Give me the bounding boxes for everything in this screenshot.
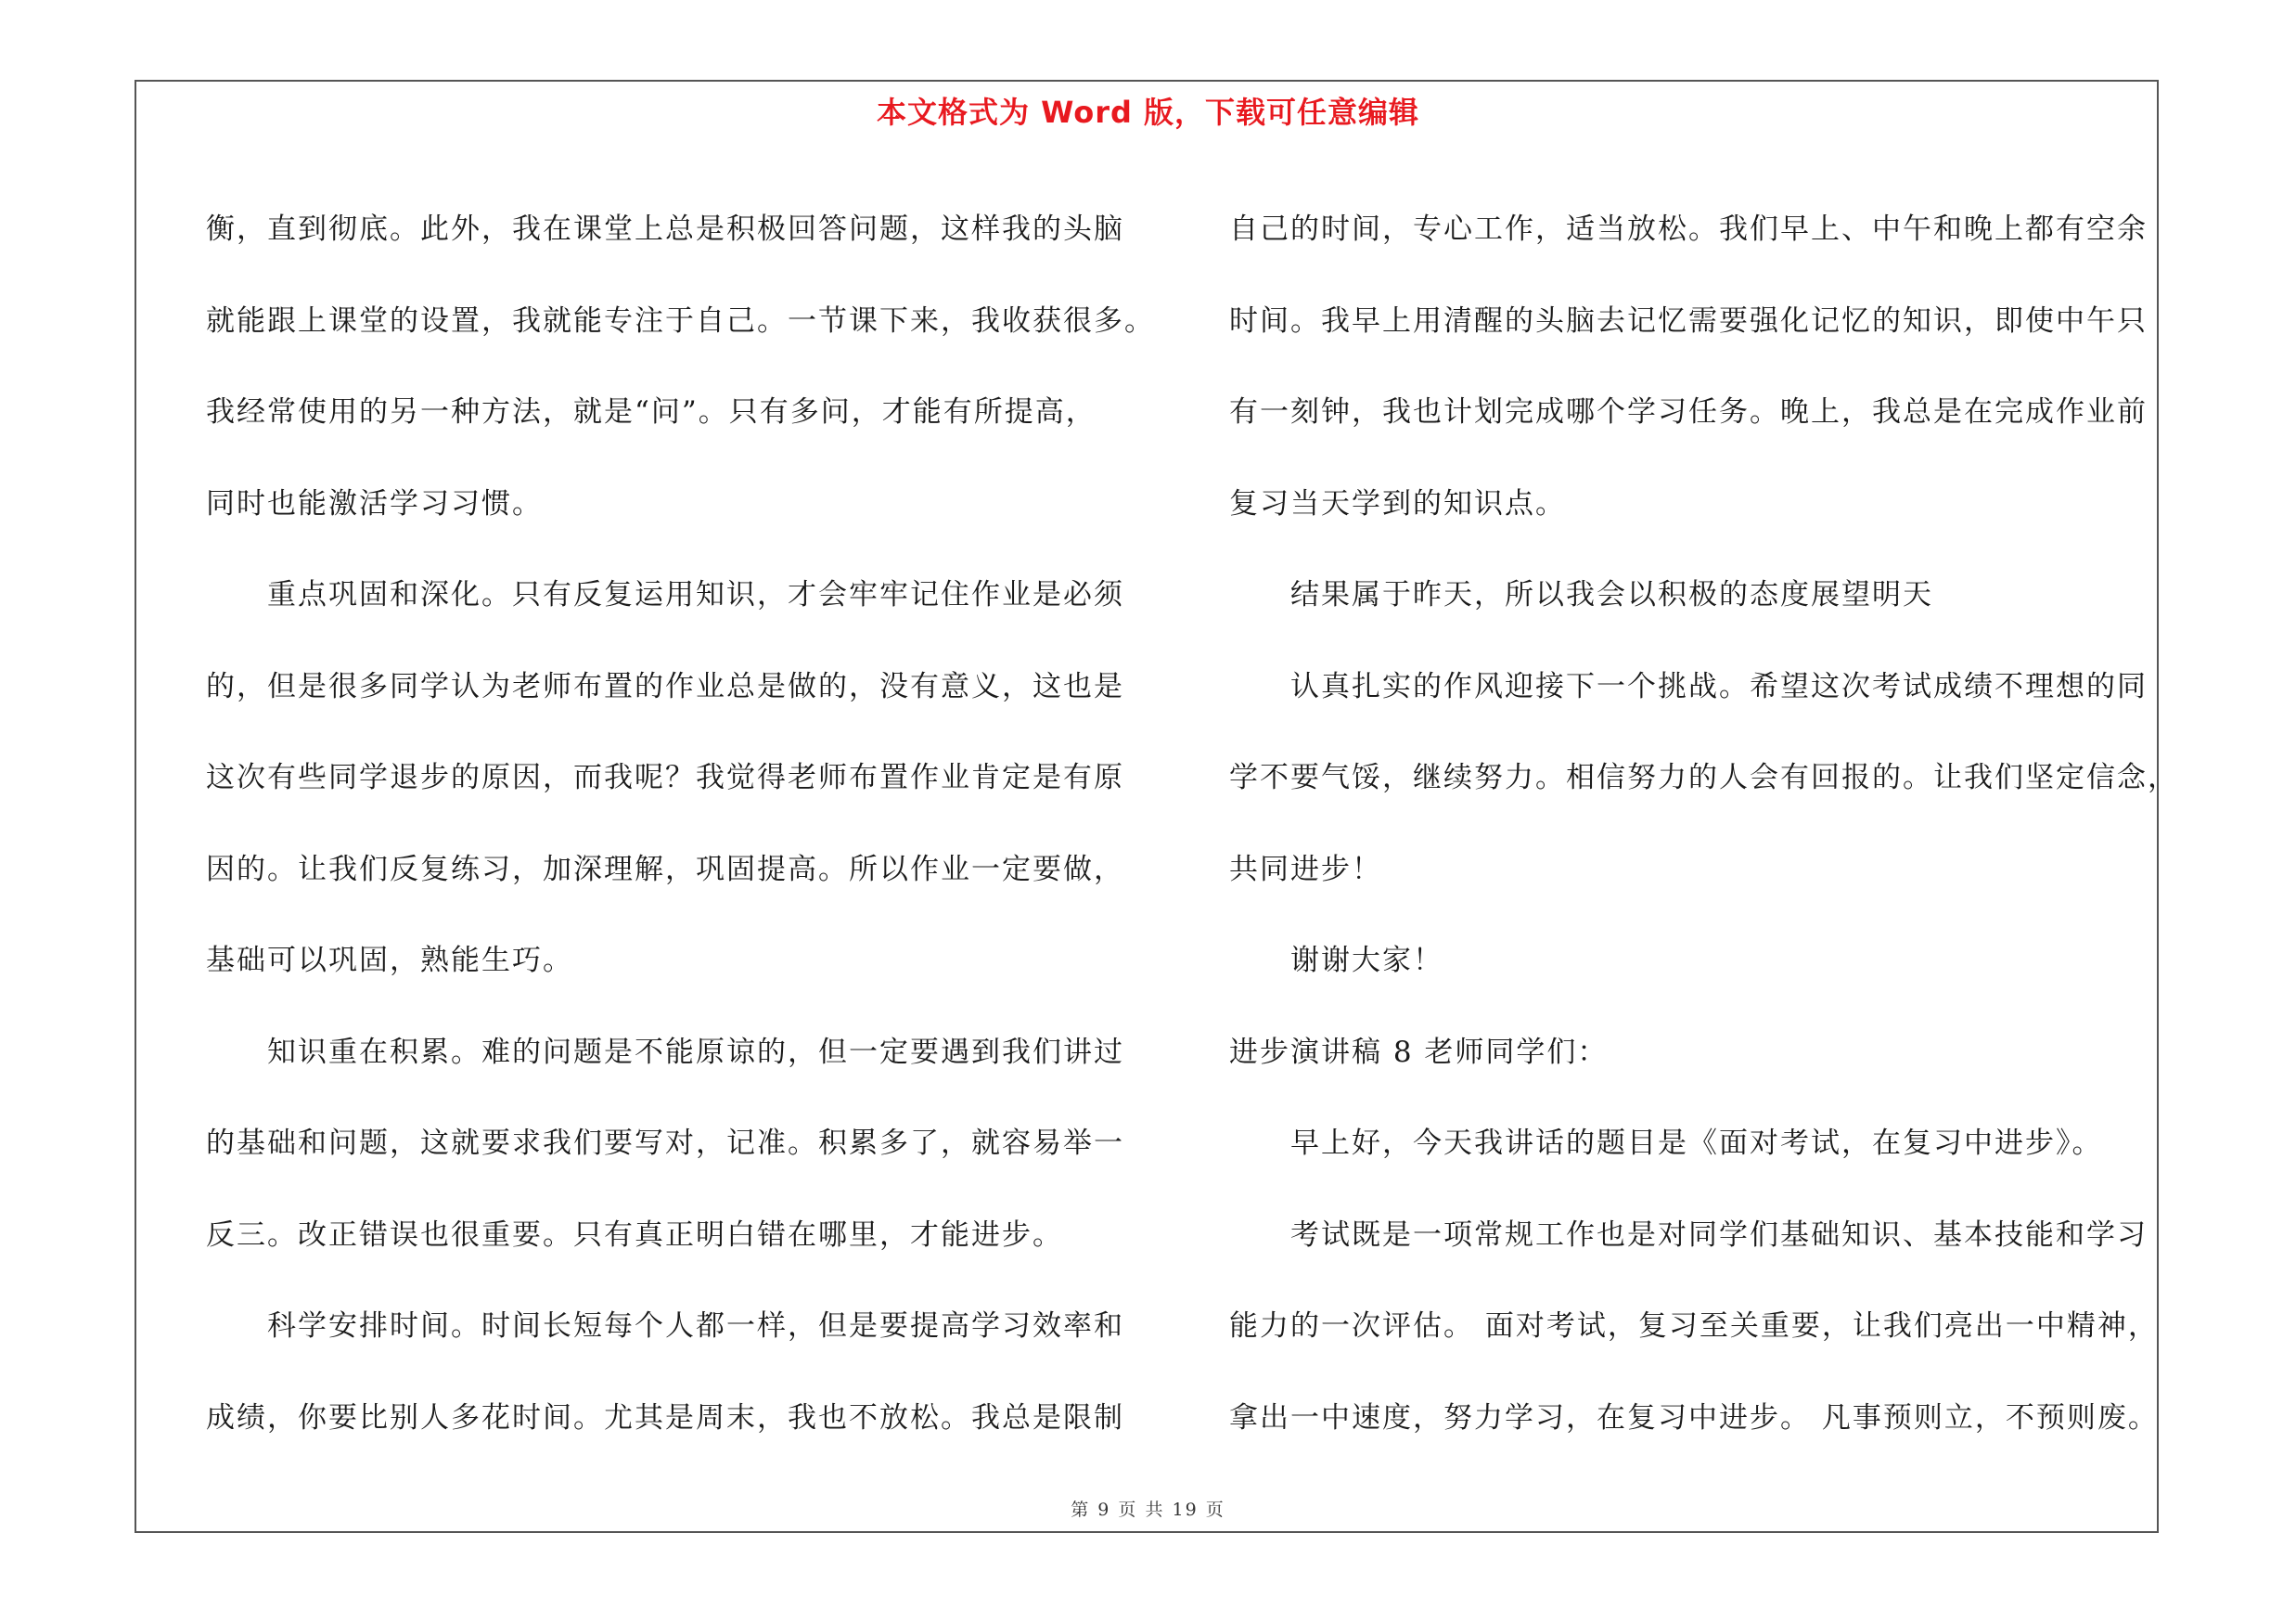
page-number: 第 9 页 共 19 页 bbox=[1071, 1500, 1225, 1520]
section-heading: 进步演讲稿 8 老师同学们： bbox=[1229, 1035, 1609, 1069]
text-line: 认真扎实的作风迎接下一个挑战。希望这次考试成绩不理想的同 bbox=[1290, 669, 2148, 703]
text-line: 能力的一次评估。 面对考试，复习至关重要，让我们亮出一中精神， bbox=[1229, 1309, 2159, 1343]
text-line: 这次有些同学退步的原因，而我呢？我觉得老师布置作业肯定是有原 bbox=[206, 761, 1124, 794]
text-line: 学不要气馁，继续努力。相信努力的人会有回报的。让我们坚定信念， bbox=[1229, 761, 2178, 794]
right-column bbox=[1229, 184, 2178, 1463]
text-line: 就能跟上课堂的设置，我就能专注于自己。一节课下来，我收获很多。 bbox=[206, 303, 1155, 338]
text-line: 有一刻钟，我也计划完成哪个学习任务。晚上，我总是在完成作业前 bbox=[1229, 395, 2148, 429]
format-banner: 本文格式为 Word 版，下载可任意编辑 bbox=[876, 95, 1420, 130]
text-line: 因的。让我们反复练习，加深理解，巩固提高。所以作业一定要做， bbox=[206, 852, 1124, 886]
text-line: 谢谢大家！ bbox=[1290, 944, 1443, 977]
text-line: 基础可以巩固，熟能生巧。 bbox=[206, 944, 573, 977]
text-line: 结果属于昨天，所以我会以积极的态度展望明天 bbox=[1290, 578, 1933, 612]
text-line: 成绩，你要比别人多花时间。尤其是周末，我也不放松。我总是限制 bbox=[206, 1400, 1124, 1435]
text-line: 衡，直到彻底。此外，我在课堂上总是积极回答问题，这样我的头脑 bbox=[206, 213, 1124, 246]
text-line: 同时也能激活学习习惯。 bbox=[206, 486, 543, 521]
text-line: 拿出一中速度，努力学习，在复习中进步。 凡事预则立，不预则废。 bbox=[1229, 1400, 2159, 1435]
text-line: 共同进步！ bbox=[1229, 852, 1382, 886]
text-line: 早上好，今天我讲话的题目是《面对考试，在复习中进步》。 bbox=[1290, 1127, 2103, 1160]
text-line: 我经常使用的另一种方法，就是“问”。只有多问，才能有所提高， bbox=[206, 395, 1097, 429]
text-line: 知识重在积累。难的问题是不能原谅的，但一定要遇到我们讲过 bbox=[267, 1035, 1124, 1069]
left-column bbox=[206, 184, 1155, 1463]
text-line: 的，但是很多同学认为老师布置的作业总是做的，没有意义，这也是 bbox=[206, 669, 1124, 703]
text-line: 反三。改正错误也很重要。只有真正明白错在哪里，才能进步。 bbox=[206, 1217, 1063, 1252]
text-line: 复习当天学到的知识点。 bbox=[1229, 486, 1566, 521]
text-line: 时间。我早上用清醒的头脑去记忆需要强化记忆的知识，即使中午只 bbox=[1229, 303, 2148, 338]
text-line: 科学安排时间。时间长短每个人都一样，但是要提高学习效率和 bbox=[267, 1309, 1124, 1343]
text-line: 的基础和问题，这就要求我们要写对，记准。积累多了，就容易举一 bbox=[206, 1127, 1124, 1160]
text-line: 自己的时间，专心工作，适当放松。我们早上、中午和晚上都有空余 bbox=[1229, 213, 2148, 246]
text-line: 考试既是一项常规工作也是对同学们基础知识、基本技能和学习 bbox=[1290, 1217, 2148, 1252]
text-line: 重点巩固和深化。只有反复运用知识，才会牢牢记住作业是必须 bbox=[267, 578, 1124, 612]
